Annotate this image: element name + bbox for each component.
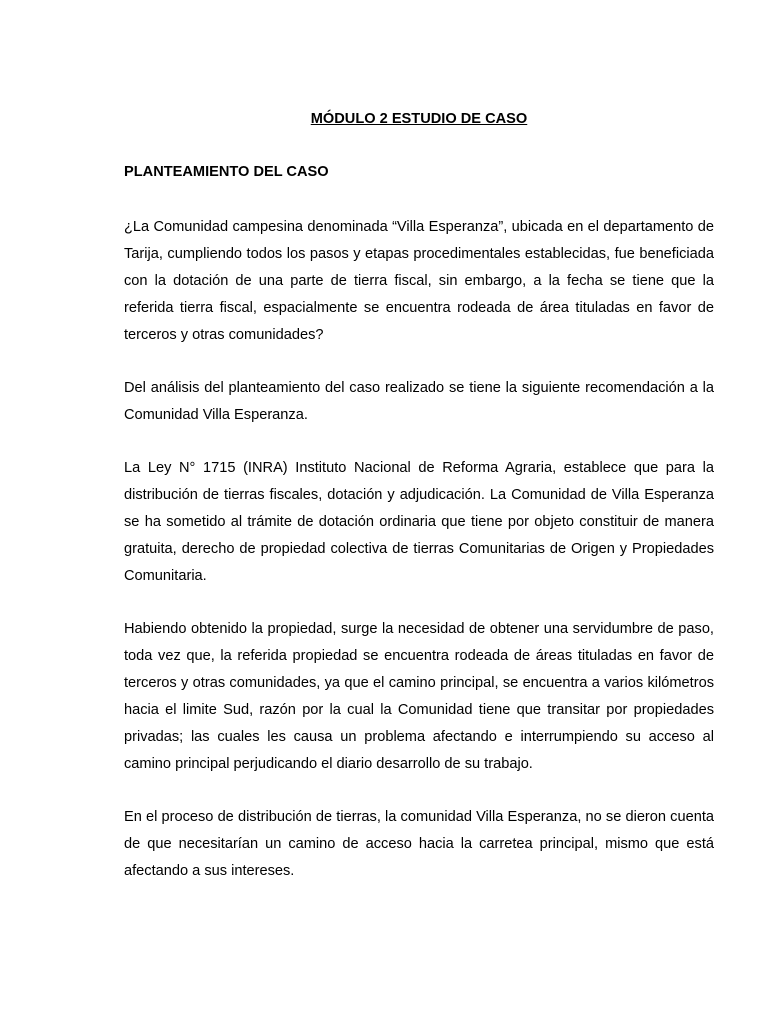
paragraph-easement: Habiendo obtenido la propiedad, surge la necesidad de obtener una servidumbre de paso, toda vez que, la referida propiedad se encuentra rodeada de áreas tituladas en favor de terceros y otras comunidades, ya que el camino principal, se encuentra a varios kilómetros hacia el limite Sud, razón por la cual la Comunidad tiene que transitar por propiedades privadas; las cuales les causa un problema afectando e interrumpiendo su acceso al camino principal perjudicando el diario desarrollo de su trabajo. [124,621,714,772]
paragraph-distribution: En el proceso de distribución de tierras, la comunidad Villa Esperanza, no se dieron cuenta de que necesitarían un camino de acceso hacia la carretea principal, mismo que está afectando a sus intereses. [124,809,714,879]
paragraph-question: ¿La Comunidad campesina denominada “Villa Esperanza”, ubicada en el departamento de Tarija, cumpliendo todos los pasos y etapas procedimentales establecidas, fue beneficiada con la dotación de una parte de tierra fiscal, sin embargo, a la fecha se tiene que la referida tierra fiscal, espacialmente se encuentra rodeada de área tituladas en favor de terceros y otras comunidades? [124,219,714,343]
paragraph-recommendation: Del análisis del planteamiento del caso realizado se tiene la siguiente recomendación a la Comunidad Villa Esperanza. [124,380,714,423]
section-heading: PLANTEAMIENTO DEL CASO [124,164,329,180]
document-page [124,108,714,911]
paragraph-law: La Ley N° 1715 (INRA) Instituto Nacional de Reforma Agraria, establece que para la distribución de tierras fiscales, dotación y adjudicación. La Comunidad de Villa Esperanza se ha sometido al trámite de dotación ordinaria que tiene por objeto constituir de manera gratuita, derecho de propiedad colectiva de tierras Comunitarias de Origen y Propiedades Comunitaria. [124,460,714,584]
document-title: MÓDULO 2 ESTUDIO DE CASO [310,111,528,127]
